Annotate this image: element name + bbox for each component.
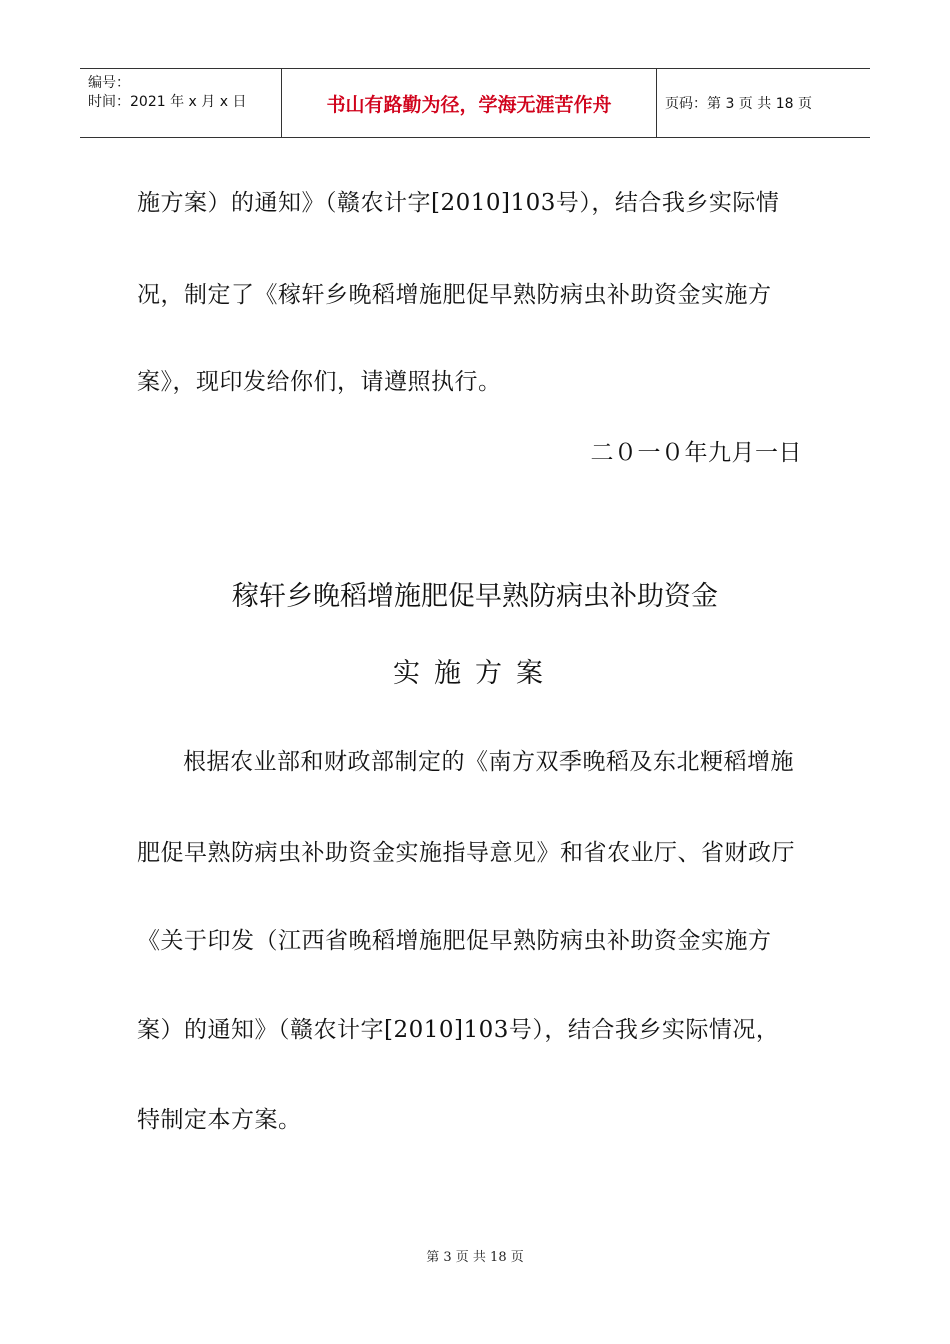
paragraph-line: 肥促早熟防病虫补助资金实施指导意见》和省农业厅、省财政厅 xyxy=(137,840,795,866)
header-motto-cell xyxy=(282,69,657,137)
section-title-line2: 实施方案 xyxy=(393,658,557,689)
header-page-cell xyxy=(657,69,870,137)
document-number-label: 编号： xyxy=(88,75,130,91)
page-footer: 第 3 页 共 18 页 xyxy=(426,1250,524,1265)
section-title: 稼轩乡晚稻增施肥促早熟防病虫补助资金 xyxy=(232,581,718,612)
header-page-info: 页码：第 3 页 共 18 页 xyxy=(665,96,812,112)
paragraph-line: 施方案）的通知》（赣农计字[2010]103号），结合我乡实际情 xyxy=(137,190,780,216)
paragraph-line: 《关于印发（江西省晚稻增施肥促早熟防病虫补助资金实施方 xyxy=(137,928,772,954)
header-motto: 书山有路勤为径，学海无涯苦作舟 xyxy=(326,93,612,116)
page-header xyxy=(80,68,870,138)
paragraph-line: 案）的通知》（赣农计字[2010]103号），结合我乡实际情况， xyxy=(137,1017,780,1043)
document-date: 二０一０年九月一日 xyxy=(590,440,802,466)
paragraph-line: 案》，现印发给你们，请遵照执行。 xyxy=(137,369,502,395)
header-meta-cell xyxy=(80,69,282,137)
paragraph-line: 根据农业部和财政部制定的《南方双季晚稻及东北粳稻增施 xyxy=(183,749,794,775)
paragraph-line: 况，制定了《稼轩乡晚稻增施肥促早熟防病虫补助资金实施方 xyxy=(137,282,772,308)
document-time-label: 时间：2021 年 x 月 x 日 xyxy=(88,94,247,110)
paragraph-line: 特制定本方案。 xyxy=(137,1107,302,1133)
